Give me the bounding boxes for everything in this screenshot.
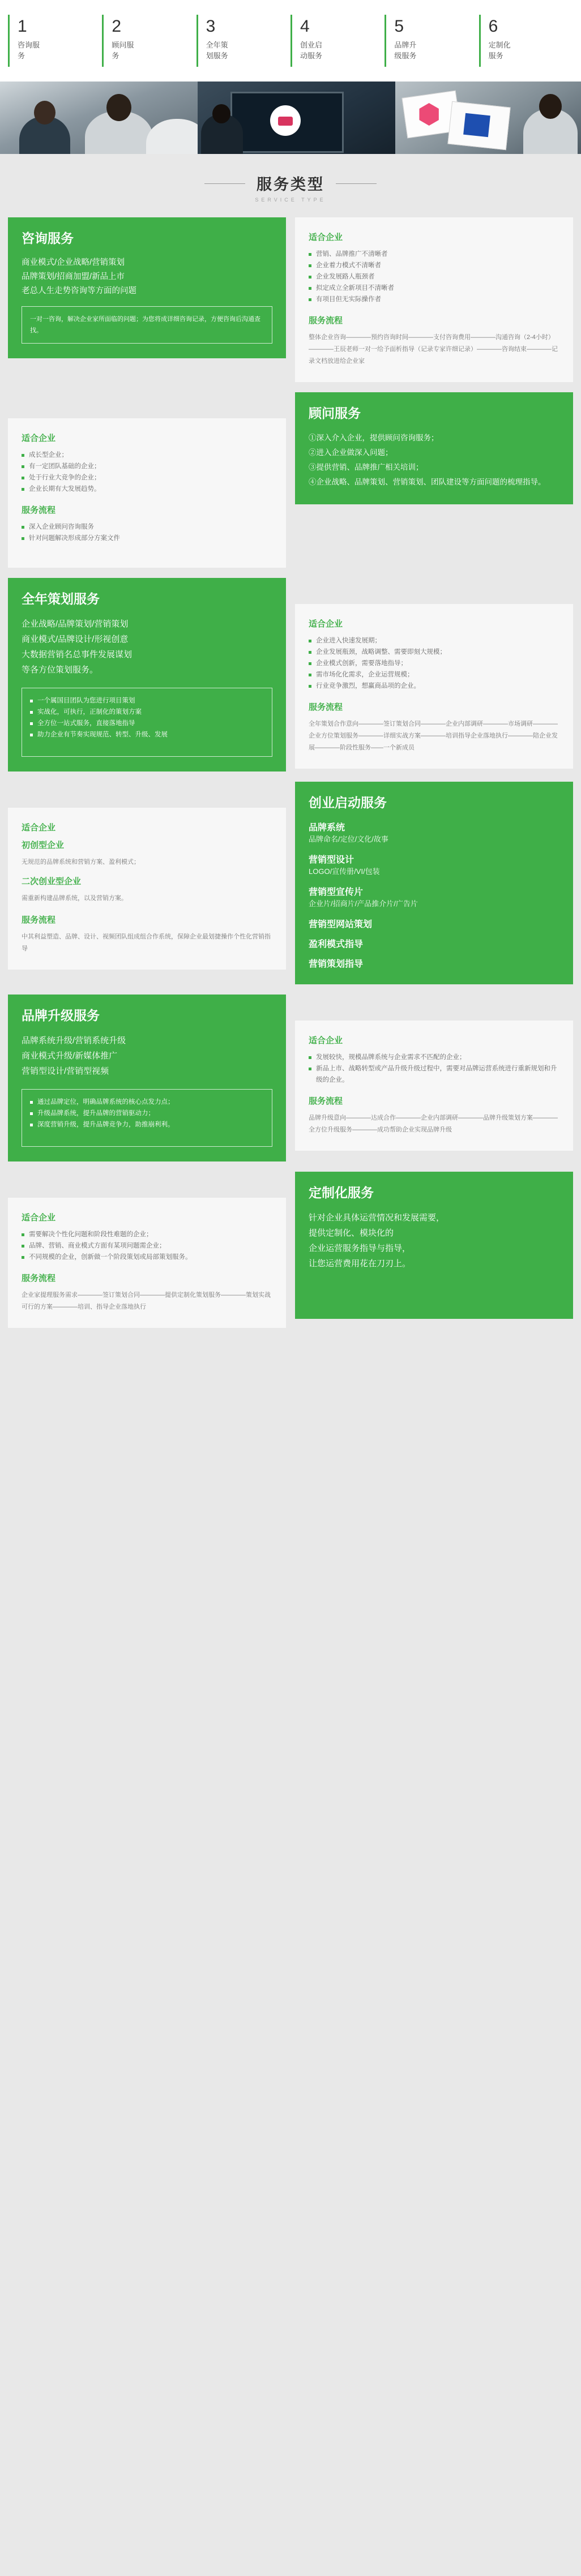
nav-label: 全年策划服务 bbox=[206, 41, 228, 60]
annual-lead-list bbox=[22, 616, 272, 678]
list-item: 营销、品牌推广不清晰者 bbox=[309, 248, 559, 260]
person-head bbox=[212, 104, 230, 123]
nav-number: 4 bbox=[300, 17, 310, 36]
nav-number: 6 bbox=[488, 17, 498, 36]
list-item: 让您运营费用花在刀刃上。 bbox=[309, 1259, 411, 1268]
suitable-label: 适合企业 bbox=[309, 1036, 343, 1045]
upgrade-note-box bbox=[22, 1089, 272, 1147]
annual-main-card bbox=[8, 578, 286, 771]
list-item: 企业长期有大发展趋势。 bbox=[22, 483, 272, 495]
upgrade-bullets bbox=[30, 1096, 264, 1130]
list-item: 营销型设计/营销型视频 bbox=[22, 1066, 109, 1076]
hero-pane-right bbox=[395, 82, 581, 154]
nav-item-1[interactable] bbox=[8, 15, 102, 67]
list-item: 针对问题解决形成部分方案文件 bbox=[22, 533, 272, 544]
custom-title: 定制化服务 bbox=[309, 1185, 374, 1200]
annual-flow-text: 全年策划合作意向————签订策划合同————企业内部调研————市场调研————企业方位策划服务————详细实战方案————培训指导企业落地执行————陪企业发展————阶段性服务——一个新成员 bbox=[309, 721, 558, 751]
hero-pane-center bbox=[198, 82, 395, 154]
list-item: 企业发展路人瓶颈者 bbox=[309, 271, 559, 282]
nav-number: 3 bbox=[206, 17, 216, 36]
hero-banner-image bbox=[0, 82, 581, 154]
consult-main-card bbox=[8, 217, 286, 358]
list-item: 企业着力模式不清晰者 bbox=[309, 260, 559, 271]
list-item: 提供定制化、模块化的 bbox=[309, 1228, 394, 1238]
square-logo-icon bbox=[463, 113, 490, 137]
annual-suitable-list bbox=[309, 635, 559, 692]
list-item: 助力企业有节奏实现规范、转型、升级、发展 bbox=[30, 729, 264, 740]
advisor-suitable-list bbox=[22, 449, 272, 495]
list-item: 实战化，可执行，正制化的策划方案 bbox=[30, 706, 264, 718]
hero-pane-left bbox=[0, 82, 198, 154]
nav-item-6[interactable] bbox=[479, 15, 573, 67]
list-item: 成长型企业； bbox=[22, 449, 272, 461]
flow-label: 服务流程 bbox=[309, 316, 343, 325]
list-item: 通过品牌定位，明确品牌系统的核心点发力点； bbox=[30, 1096, 264, 1108]
startup-suitable-text-1: 无规范的品牌系统和营销方案、盈利模式； bbox=[22, 859, 140, 865]
list-item: 深入企业顾问咨询服务 bbox=[22, 521, 272, 533]
custom-main-card bbox=[295, 1172, 573, 1319]
list-item: ④企业战略、品牌策划、营销策划、团队建设等方面问题的梳理指导。 bbox=[309, 478, 546, 486]
nav-label: 顾问服务 bbox=[112, 41, 134, 60]
advisor-main-card bbox=[295, 392, 573, 504]
custom-suitable-list bbox=[22, 1229, 272, 1263]
upgrade-detail-card bbox=[295, 1021, 573, 1151]
list-item: ①深入介入企业，提供顾问咨询服务； bbox=[309, 434, 439, 442]
person-head bbox=[106, 94, 131, 121]
list-item: 深度营销升级，提升品牌竞争力，助推崩利利。 bbox=[30, 1119, 264, 1130]
list-item: 商业模式/企业战略/营销策划 bbox=[22, 258, 125, 267]
list-item: ③提供营销、品牌推广相关培训； bbox=[309, 463, 424, 472]
nav-item-3[interactable] bbox=[196, 15, 290, 67]
custom-detail-card bbox=[8, 1198, 286, 1328]
advisor-title: 顾问服务 bbox=[309, 406, 361, 421]
list-item: 企业进入快速发展期； bbox=[309, 635, 559, 646]
startup-group-head-6: 营销策划指导 bbox=[309, 959, 364, 969]
nav-label: 咨询服务 bbox=[18, 41, 40, 60]
list-item: 拟定成立全新项目不清晰者 bbox=[309, 282, 559, 294]
startup-title: 创业启动服务 bbox=[309, 795, 387, 810]
startup-group-head-3: 营销型宣传片 bbox=[309, 888, 364, 897]
custom-lead-list bbox=[309, 1210, 559, 1271]
flow-label: 服务流程 bbox=[22, 505, 56, 515]
startup-group-sub-3: 企业片/招商片/产品推介片/广告片 bbox=[309, 899, 418, 908]
section-header bbox=[0, 154, 581, 217]
service-block-consult bbox=[0, 217, 581, 392]
consult-detail-card bbox=[295, 217, 573, 382]
service-block-custom bbox=[0, 1172, 581, 1338]
service-block-upgrade bbox=[0, 995, 581, 1172]
annual-note-box bbox=[22, 688, 272, 757]
annual-title: 全年策划服务 bbox=[22, 592, 100, 606]
flow-label: 服务流程 bbox=[309, 702, 343, 712]
upgrade-suitable-list bbox=[309, 1052, 559, 1086]
startup-detail-card bbox=[8, 808, 286, 970]
list-item: 企业战略/品牌策划/营销策划 bbox=[22, 619, 129, 629]
flow-label: 服务流程 bbox=[309, 1096, 343, 1106]
list-item: 处于行业大竞争的企业； bbox=[22, 472, 272, 483]
list-item: 行业竞争激烈，想赢商品项的企业。 bbox=[309, 680, 559, 692]
custom-flow-text: 企业家提理服务需求————签订策划合同————提供定制化策划服务————策划实战可行的方案————培训、指导企业落地执行 bbox=[22, 1292, 271, 1310]
consult-note: 一对一咨询，解决企业家所面临的问题；为您将成详细咨询记录，方便咨询后沟通查找。 bbox=[22, 306, 272, 344]
list-item: 发展较快，规模品牌系统与企业需求不匹配的企业； bbox=[309, 1052, 559, 1063]
flow-label: 服务流程 bbox=[22, 1274, 56, 1283]
nav-label: 品牌升级服务 bbox=[394, 41, 417, 60]
startup-flow-text: 中其利益塑造、品牌、设计、视频团队组成组合作系统，保障企业最划捷操作个性化营销指导 bbox=[22, 933, 271, 952]
list-item: 不同规模的企业，创新做一个阶段策划或局部策划服务。 bbox=[22, 1251, 272, 1263]
consult-flow-text: 整体企业咨询————预约咨询时间————支付咨询费用————沟通咨询（2-4小时）————王辰老师一对一给予面析指导（记录专家许细记录）————咨询结束————记录文档放进给企业家 bbox=[309, 334, 558, 365]
startup-group-head-4: 营销型网站策划 bbox=[309, 920, 373, 929]
service-block-advisor bbox=[0, 392, 581, 578]
list-item: 有一定团队基础的企业； bbox=[22, 461, 272, 472]
screen-logo-mark bbox=[278, 117, 293, 126]
person-head bbox=[539, 94, 562, 119]
startup-group-head-5: 盈利模式指导 bbox=[309, 940, 364, 949]
upgrade-lead-list bbox=[22, 1033, 272, 1079]
list-item: 一个属国目团队为您进行项目策划 bbox=[30, 695, 264, 706]
list-item: 企业模式创新，需要落地指导； bbox=[309, 658, 559, 669]
person-silhouette bbox=[146, 119, 198, 154]
suitable-label: 适合企业 bbox=[22, 1213, 56, 1223]
list-item: 品牌、营销、商业模式方面有某项问题需企业； bbox=[22, 1240, 272, 1251]
list-item: 大数据营销名总事件发展谋划 bbox=[22, 650, 133, 659]
list-item: 等各方位策划服务。 bbox=[22, 665, 99, 675]
list-item: 全方位一站式服务，直接落地指导 bbox=[30, 718, 264, 729]
list-item: 需要解决个性化问题和阶段性难题的企业； bbox=[22, 1229, 272, 1240]
list-item: 有项目但无实际操作者 bbox=[309, 294, 559, 305]
list-item: 升级品牌系统，提升品牌的营销驱动力； bbox=[30, 1108, 264, 1119]
list-item: 企业发展瓶颈，战略调整、需要即刻大规模； bbox=[309, 646, 559, 658]
suitable-label: 适合企业 bbox=[22, 823, 56, 833]
list-item: 老总人生走势咨询等方面的问题 bbox=[22, 286, 136, 295]
startup-group-head-2: 营销型设计 bbox=[309, 855, 354, 865]
startup-group-head-1: 品牌系统 bbox=[309, 823, 345, 833]
nav-label: 定制化服务 bbox=[488, 41, 511, 60]
advisor-detail-card bbox=[8, 418, 286, 568]
service-block-startup bbox=[0, 782, 581, 995]
top-nav bbox=[0, 0, 581, 82]
section-subtitle: SERVICE TYPE bbox=[255, 197, 326, 203]
service-block-annual bbox=[0, 578, 581, 782]
consult-suitable-list bbox=[309, 248, 559, 305]
list-item: 针对企业具体运营情况和发展需要， bbox=[309, 1213, 445, 1223]
list-item: 新品上市、战略转型或产品升级升级过程中，需要对品牌运营系统进行重新规划和升级的企业。 bbox=[309, 1063, 559, 1086]
advisor-flow-list bbox=[22, 521, 272, 544]
suitable-label: 适合企业 bbox=[22, 434, 56, 443]
startup-group-sub-1: 品牌命名/定位/文化/故事 bbox=[309, 835, 388, 843]
advisor-lead-list bbox=[309, 431, 559, 490]
flow-label: 服务流程 bbox=[22, 915, 56, 925]
startup-group-sub-2: LOGO/宣传册/VI/包装 bbox=[309, 867, 380, 876]
annual-detail-card bbox=[295, 604, 573, 769]
suitable-label: 适合企业 bbox=[309, 233, 343, 242]
nav-item-2[interactable] bbox=[102, 15, 196, 67]
suitable-label: 适合企业 bbox=[309, 619, 343, 629]
nav-item-4[interactable] bbox=[290, 15, 385, 67]
nav-number: 1 bbox=[18, 17, 27, 36]
nav-item-5[interactable] bbox=[385, 15, 479, 67]
startup-suitable-head-1: 初创型企业 bbox=[22, 841, 65, 850]
upgrade-flow-text: 品牌升级意向————达成合作————企业内部调研————品牌升级策划方案————全方位升级服务————成功帮助企业实现品牌升级 bbox=[309, 1115, 558, 1133]
upgrade-main-card bbox=[8, 995, 286, 1161]
upgrade-title: 品牌升级服务 bbox=[22, 1008, 100, 1023]
consult-lead-list bbox=[22, 256, 272, 298]
list-item: ②进入企业做深入问题； bbox=[309, 448, 393, 457]
consult-title: 咨询服务 bbox=[22, 231, 74, 246]
startup-suitable-text-2: 需重新构建品牌系统，以及营销方案。 bbox=[22, 895, 127, 902]
nav-label: 创业启动服务 bbox=[300, 41, 322, 60]
startup-main-card bbox=[295, 782, 573, 984]
list-item: 企业运营服务指导与指导， bbox=[309, 1244, 411, 1253]
list-item: 商业模式/品牌设计/形视创意 bbox=[22, 635, 129, 644]
section-title: 服务类型 bbox=[257, 172, 324, 194]
startup-suitable-head-2: 二次创业型企业 bbox=[22, 877, 82, 886]
list-item: 品牌策划/招商加盟/新品上市 bbox=[22, 272, 125, 281]
list-item: 商业模式升级/新媒体推广 bbox=[22, 1051, 118, 1061]
list-item: 品牌系统升级/营销系统升级 bbox=[22, 1036, 126, 1045]
nav-number: 5 bbox=[394, 17, 404, 36]
annual-bullets bbox=[30, 695, 264, 740]
list-item: 需市场化化需求，企业运营规模； bbox=[309, 669, 559, 680]
person-head bbox=[34, 101, 55, 125]
nav-number: 2 bbox=[112, 17, 122, 36]
